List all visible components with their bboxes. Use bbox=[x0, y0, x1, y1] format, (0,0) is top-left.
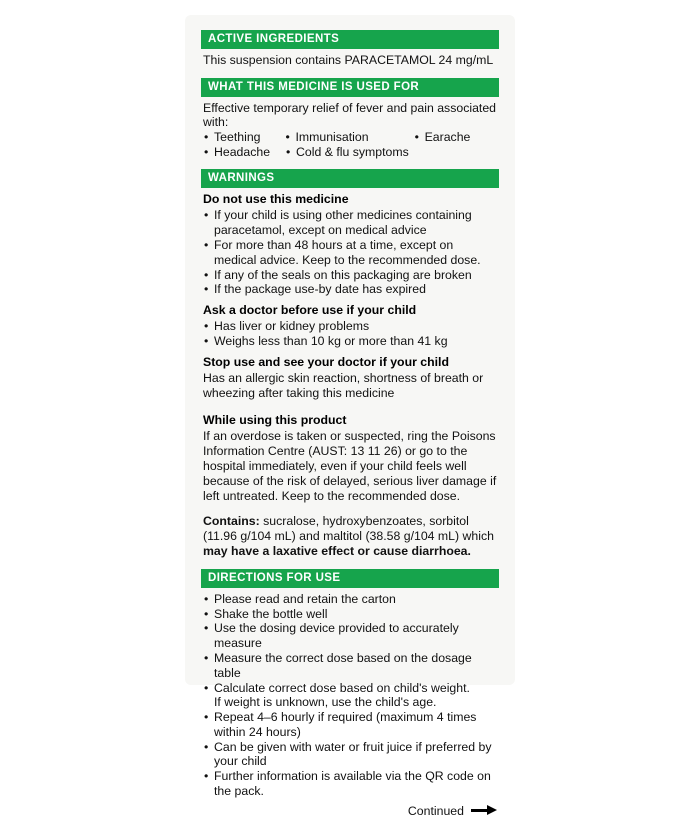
condition-item: • Headache bbox=[203, 145, 285, 160]
list-item: • Measure the correct dose based on the dosage table bbox=[203, 651, 499, 681]
conditions-row bbox=[203, 145, 499, 160]
list-item: • Repeat 4–6 hourly if required (maximum 4 times within 24 hours) bbox=[203, 710, 499, 740]
section-heading-warnings: WARNINGS bbox=[201, 169, 499, 188]
ask-doctor-list bbox=[203, 319, 499, 349]
stop-use-title: Stop use and see your doctor if your child bbox=[203, 354, 449, 369]
list-item-sub: If weight is unknown, use the child's age. bbox=[214, 695, 437, 710]
list-item: • If any of the seals on this packaging are broken bbox=[203, 268, 499, 283]
list-item: • Please read and retain the carton bbox=[203, 592, 499, 607]
ask-doctor-title: Ask a doctor before use if your child bbox=[203, 303, 417, 318]
spacer bbox=[201, 503, 499, 512]
condition-item: • Teething bbox=[203, 130, 284, 145]
contains-bold-tail: may have a laxative effect or cause diarrhoea. bbox=[203, 543, 471, 558]
list-item: • If your child is using other medicines containing paracetamol, except on medical advice bbox=[203, 208, 499, 238]
section-heading-directions: DIRECTIONS FOR USE bbox=[201, 569, 499, 588]
conditions-row bbox=[203, 130, 499, 145]
while-using-title: While using this product bbox=[203, 413, 347, 428]
arrow-right-icon bbox=[471, 805, 497, 816]
contains-text: sucralose, hydroxybenzoates, sorbitol (11.96 g/104 mL) and maltitol (38.58 g/104 mL) which bbox=[203, 514, 494, 544]
list-item: • Weighs less than 10 kg or more than 41 kg bbox=[203, 334, 499, 349]
section-heading-used-for: WHAT THIS MEDICINE IS USED FOR bbox=[201, 78, 499, 97]
list-item: • Further information is available via the QR code on the pack. bbox=[203, 769, 499, 799]
while-using-text: If an overdose is taken or suspected, ring the Poisons Information Centre (AUST: 13 11 26) or go to the hospital immediately, even if your child feels well because of the risk of delayed, serious liver damage if left untreated. Keep to the recommended dose. bbox=[203, 429, 497, 503]
medicine-label-panel bbox=[185, 15, 515, 818]
list-item: • If the package use-by date has expired bbox=[203, 282, 499, 297]
directions-list bbox=[203, 592, 499, 799]
list-item-main: Calculate correct dose based on child's weight. bbox=[214, 680, 470, 695]
list-item: • Shake the bottle well bbox=[203, 607, 499, 622]
active-ingredients-text: This suspension contains PARACETAMOL 24 mg/mL bbox=[203, 53, 494, 67]
stop-use-text: Has an allergic skin reaction, shortness of breath or wheezing after taking this medicine bbox=[203, 370, 484, 400]
condition-item: • Earache bbox=[414, 130, 499, 145]
list-item: • For more than 48 hours at a time, except on medical advice. Keep to the recommended dose. bbox=[203, 238, 499, 268]
contains-paragraph bbox=[203, 514, 499, 558]
condition-item: • Cold & flu symptoms bbox=[285, 145, 415, 160]
list-item: • Has liver or kidney problems bbox=[203, 319, 499, 334]
do-not-use-list bbox=[203, 208, 499, 297]
spacer bbox=[201, 400, 499, 407]
list-item: • Use the dosing device provided to accurately measure bbox=[203, 621, 499, 651]
contains-label: Contains: bbox=[203, 514, 260, 529]
list-item bbox=[203, 681, 499, 711]
list-item: • Can be given with water or fruit juice if preferred by your child bbox=[203, 740, 499, 770]
continued-footer bbox=[201, 804, 497, 818]
continued-label: Continued bbox=[407, 803, 464, 818]
used-for-conditions bbox=[203, 130, 499, 160]
do-not-use-title: Do not use this medicine bbox=[203, 192, 349, 207]
section-heading-active-ingredients: ACTIVE INGREDIENTS bbox=[201, 30, 499, 49]
used-for-intro: Effective temporary relief of fever and pain associated with: bbox=[203, 100, 497, 130]
condition-item: • Immunisation bbox=[284, 130, 413, 145]
